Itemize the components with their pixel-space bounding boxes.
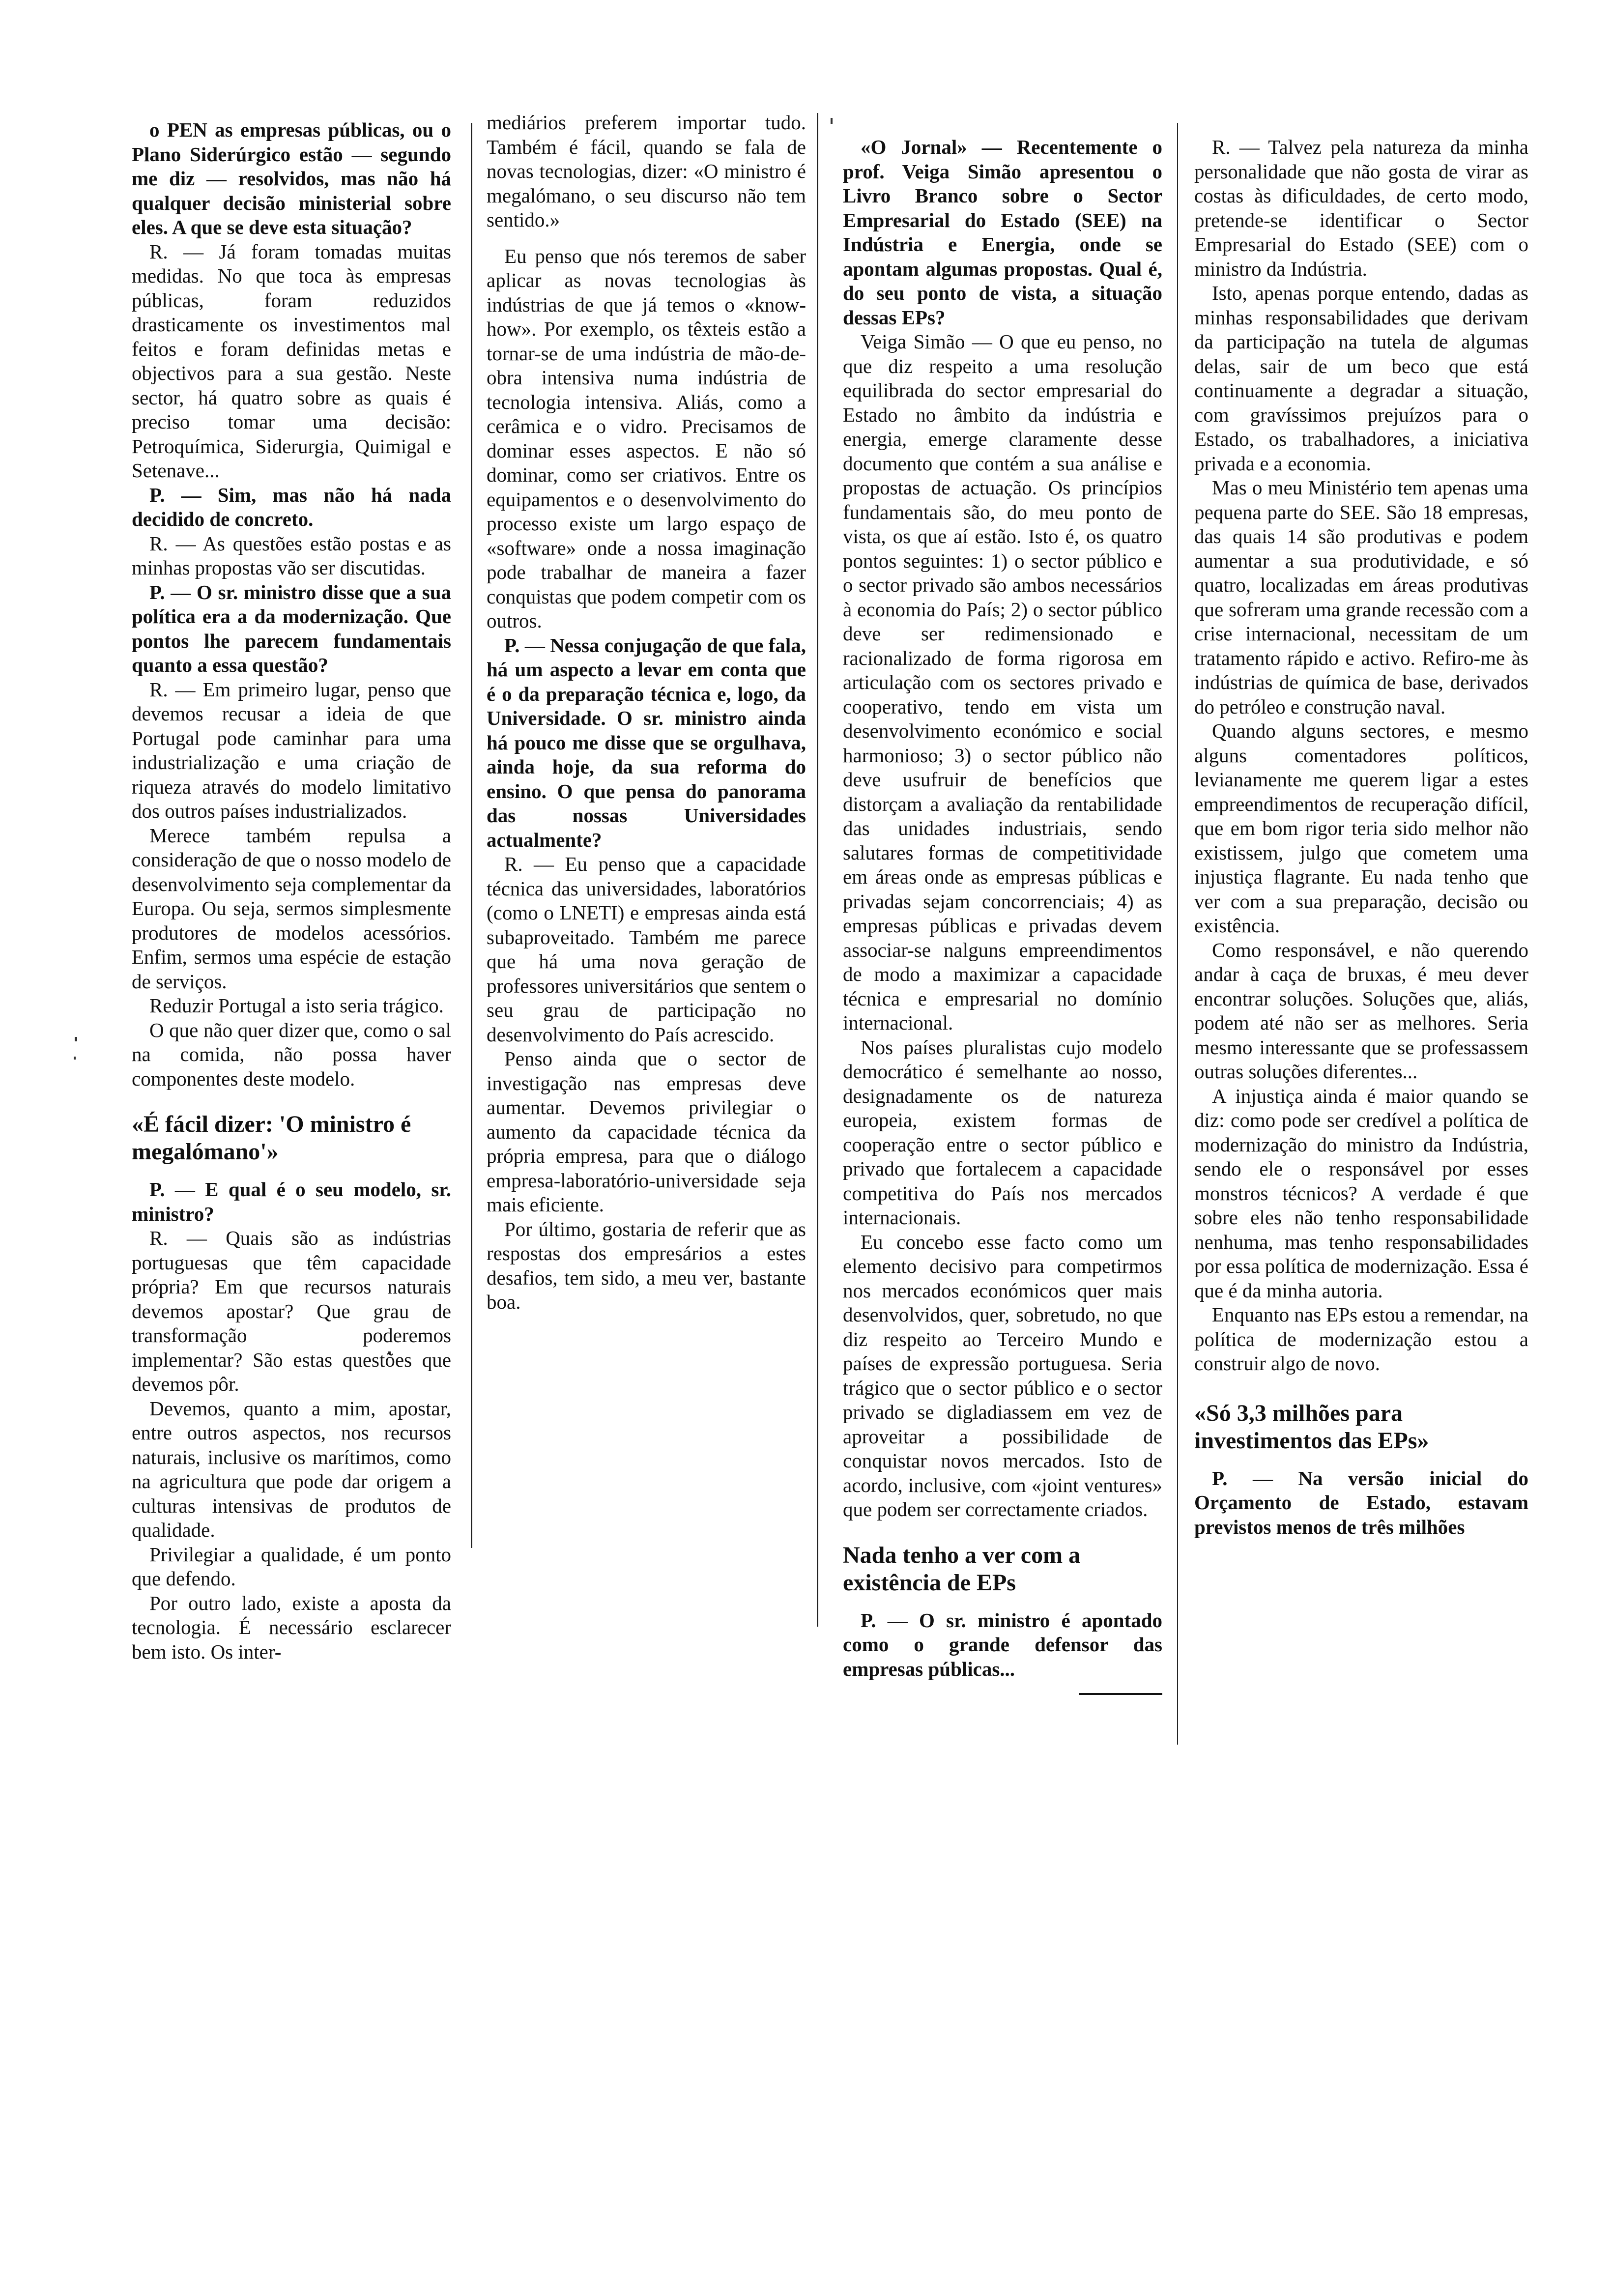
body-paragraph: Enquanto nas EPs estou a remendar, na política de modernização estou a construir algo de novo. (1194, 1303, 1528, 1375)
column-end-rule (1079, 1693, 1162, 1695)
column-rule (1177, 123, 1178, 1745)
body-paragraph: Por último, gostaria de referir que as respostas dos empresários a estes desafios, tem sido, a meu ver, bastante boa. (487, 1217, 806, 1313)
question-paragraph: P. — O sr. ministro é apontado como o grande defensor das empresas públicas... (843, 1608, 1162, 1680)
column-rule (817, 113, 818, 1627)
body-paragraph: Por outro lado, existe a aposta da tecnologia. É necessário esclarecer bem isto. Os inter- (132, 1591, 451, 1663)
question-paragraph: P. — E qual é o seu modelo, sr. ministro? (132, 1178, 451, 1225)
article-column-4 (1194, 135, 1528, 1539)
answer-paragraph: R. — Eu penso que a capacidade técnica das universidades, laboratórios (como o LNETI) e empresas ainda está subaproveitado. Também me parece que há uma nova geração de professores universitários que sentem o seu grau de participação no desenvolvimento do País acrescido. (487, 853, 806, 1046)
section-heading: «Só 3,3 milhões para investimentos das EPs» (1194, 1400, 1429, 1454)
body-paragraph: Quando alguns sectores, e mesmo alguns comentadores políticos, levianamente me querem ligar a estes empreendimentos de recuperação difícil, que em bom rigor teria sido melhor não existissem, julgo que cometem uma injustiça flagrante. Eu nada tenho que ver com a sua preparação, decisão ou existência. (1194, 719, 1528, 937)
article-column-2 (487, 111, 806, 1315)
scan-speck (75, 1037, 77, 1041)
question-paragraph: «O Jornal» — Recentemente o prof. Veiga Simão apresentou o Livro Branco sobre o Sector Empresarial do Estado (SEE) na Indústria e Energia, onde se apontam algumas propostas. Qual é, do seu ponto de vista, a situação dessas EPs? (843, 136, 1162, 329)
article-column-1 (132, 118, 451, 1664)
scan-speck (831, 118, 833, 124)
body-paragraph: mediários preferem importar tudo. Também é fácil, quando se fala de novas tecnologias, dizer: «O ministro é megalómano, o seu discurso não tem sentido.» (487, 111, 806, 231)
section-heading: «É fácil dizer: 'O ministro é megalómano'» (132, 1111, 411, 1165)
answer-paragraph: R. — Já foram tomadas muitas medidas. No que toca às empresas públicas, foram reduzidos drasticamente os investimentos mal feitos e foram definidas metas e objectivos para a sua gestão. Neste sector, há quatro sobre as quais é preciso tomar uma decisão: Petroquímica, Siderurgia, Quimigal e Setenave... (132, 240, 451, 482)
column-rule (471, 123, 472, 1548)
article-column-3 (843, 135, 1162, 1695)
body-paragraph: O que não quer dizer que, como o sal na comida, não possa haver componentes deste modelo. (132, 1018, 451, 1090)
question-paragraph: P. — Na versão inicial do Orçamento de Estado, estavam previstos menos de três milhões (1194, 1466, 1528, 1538)
section-heading: Nada tenho a ver com a existência de EPs (843, 1542, 1081, 1596)
question-paragraph: P. — Nessa conjugação de que fala, há um aspecto a levar em conta que é o da preparação técnica e, logo, da Universidade. O sr. ministro ainda há pouco me disse que se orgulhava, ainda hoje, da sua reforma do ensino. O que pensa do panorama das nossas Universidades actualmente? (487, 633, 806, 851)
answer-paragraph: R. — Talvez pela natureza da minha personalidade que não gosta de virar as costas às dificuldades, de certo modo, pretende-se identificar o Sector Empresarial do Estado (SEE) com o ministro da Indústria. (1194, 136, 1528, 280)
body-paragraph: Privilegiar a qualidade, é um ponto que defendo. (132, 1543, 451, 1590)
body-paragraph: Nos países pluralistas cujo modelo democrático é semelhante ao nosso, designadamente os de natureza europeia, existem formas de cooperação entre o sector público e privado que fortalecem a capacidade competitiva do País nos mercados internacionais. (843, 1035, 1162, 1229)
body-paragraph: Merece também repulsa a consideração de que o nosso modelo de desenvolvimento seja complementar da Europa. Ou seja, sermos simplesmente produtores de modelos acessórios. Enfim, sermos uma espécie de estação de serviços. (132, 824, 451, 993)
body-paragraph: Devemos, quanto a mim, apostar, entre outros aspectos, nos recursos naturais, inclusive os marítimos, como na agricultura que pode dar origem a culturas intensivas de produtos de qualidade. (132, 1397, 451, 1541)
question-paragraph: P. — O sr. ministro disse que a sua política era a da modernização. Que pontos lhe parecem fundamentais quanto a essa questão? (132, 580, 451, 676)
answer-paragraph: Veiga Simão — O que eu penso, no que diz respeito a uma resolução equilibrada do sector empresarial do Estado no âmbito da indústria e energia, emerge claramente desse documento que contém a sua análise e propostas de actuação. Os princípios fundamentais são, do meu ponto de vista, os que aí estão. Isto é, os quatro pontos seguintes: 1) o sector público e o sector privado são ambos necessários à economia do País; 2) o sector público deve ser redimensionado e racionalizado de forma rigorosa em articulação com os sectores privado e cooperativo, tendo em vista um desenvolvimento económico e social harmonioso; 3) o sector público não deve usufruir de benefícios que distorçam a avaliação da rentabilidade das unidades industriais, sendo salutares formas de competitividade em áreas onde as empresas públicas e privadas sejam concorrenciais; 4) as empresas públicas e privadas devem associar-se nalguns empreendimentos de modo a maximizar a capacidade técnica e empresarial no domínio internacional. (843, 330, 1162, 1034)
body-paragraph: Reduzir Portugal a isto seria trágico. (149, 994, 444, 1017)
question-paragraph: o PEN as empresas públicas, ou o Plano Siderúrgico estão — segundo me diz — resolvidos, mas não há qualquer decisão ministerial sobre eles. A que se deve esta situação? (132, 118, 451, 238)
body-paragraph: Mas o meu Ministério tem apenas uma pequena parte do SEE. São 18 empresas, das quais 14 são produtivas e podem aumentar a sua produtividade, e só quatro, localizadas em áreas produtivas que sofreram uma grande recessão com a crise internacional, necessitam de um tratamento rápido e activo. Refiro-me às indústrias de química de base, derivados do petróleo e construção naval. (1194, 476, 1528, 718)
answer-paragraph: R. — Quais são as indústrias portuguesas que têm capacidade própria? Em que recursos naturais devemos apostar? Que grau de transformação poderemos implementar? São estas questões que devemos pôr. (132, 1227, 451, 1395)
body-paragraph: Eu penso que nós teremos de saber aplicar as novas tecnologias às indústrias de que já temos o «know-how». Por exemplo, os têxteis estão a tornar-se de uma indústria de mão-de-obra intensiva numa indústria de tecnologia intensiva. Aliás, como a cerâmica e o vidro. Precisamos de dominar esses aspectos. E não só dominar, como ser criativos. Entre os equipamentos e o desenvolvimento do processo existe um largo espaço de «software» onde a nossa imaginação pode trabalhar de maneira a fazer conquistas que podem competir com os outros. (487, 244, 806, 632)
body-paragraph: Como responsável, e não querendo andar à caça de bruxas, é meu dever encontrar soluções. Soluções que, aliás, podem até não ser as melhores. Seria mesmo interessante que se professassem outras soluções diferentes... (1194, 938, 1528, 1083)
body-paragraph: Isto, apenas porque entendo, dadas as minhas responsabilidades que derivam da participação na tutela de algumas delas, sair de um beco que está continuamente a degradar a situação, com gravíssimos prejuízos para o Estado, os trabalhadores, a iniciativa privada e a economia. (1194, 282, 1528, 475)
body-paragraph: A injustiça ainda é maior quando se diz: como pode ser credível a política de modernização do ministro da Indústria, sendo ele o responsável por esses monstros técnicos? A verdade é que sobre eles não tenho responsabilidade nenhuma, mas tenho responsabilidades por essa política de modernização. Essa é que é da minha autoria. (1194, 1084, 1528, 1302)
scan-speck (74, 1057, 76, 1060)
answer-paragraph: R. — Em primeiro lugar, penso que devemos recusar a ideia de que Portugal pode caminhar para uma industrialização e uma criação de riqueza através do modelo limitativo dos outros países industrializados. (132, 678, 451, 822)
body-paragraph: Eu concebo esse facto como um elemento decisivo para competirmos nos mercados económicos quer mais desenvolvidos, quer, sobretudo, no que diz respeito ao Terceiro Mundo e países de expressão portuguesa. Seria trágico que o sector público e o sector privado se digladiassem em vez de aproveitar a possibilidade de conquistar novos mercados. Isto de acordo, inclusive, com «joint ventures» que podem ser correctamente criados. (843, 1230, 1162, 1521)
question-paragraph: P. — Sim, mas não há nada decidido de concreto. (132, 483, 451, 530)
body-paragraph: Penso ainda que o sector de investigação nas empresas deve aumentar. Devemos privilegiar o aumento da capacidade técnica da própria empresa, para que o diálogo empresa-laboratório-universidade seja mais eficiente. (487, 1047, 806, 1216)
answer-paragraph: R. — As questões estão postas e as minhas propostas vão ser discutidas. (132, 532, 451, 579)
